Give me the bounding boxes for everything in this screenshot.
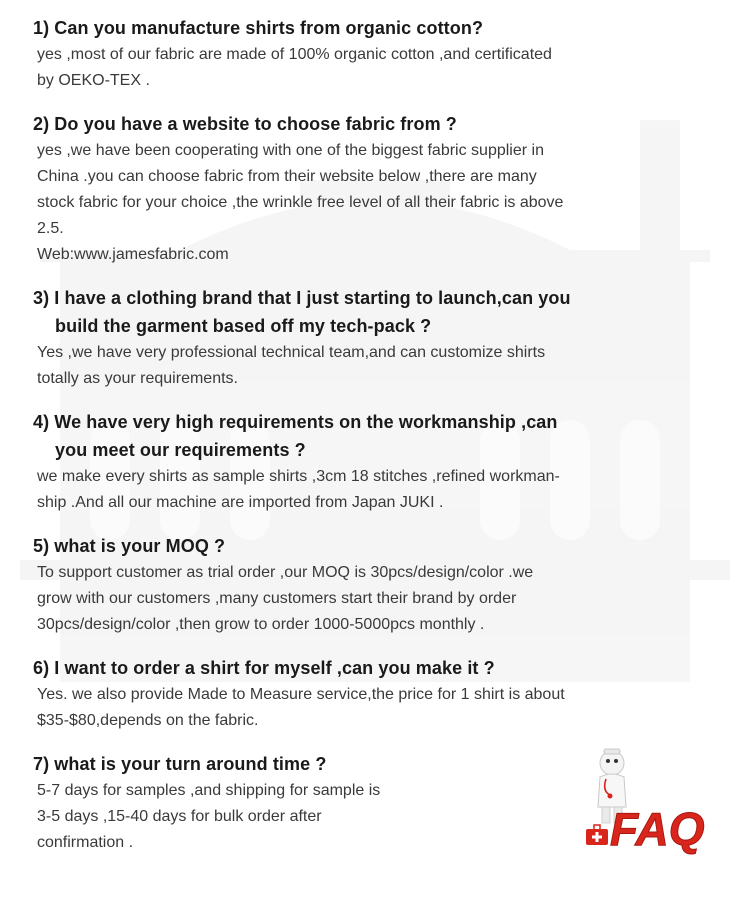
faq-item-1 <box>0 14 750 94</box>
answer-line: 5-7 days for samples ,and shipping for sample is <box>37 782 381 799</box>
faq-logo-text: FAQ <box>610 803 705 855</box>
faq-answer-1 <box>0 42 637 94</box>
question-line: you meet our requirements ? <box>55 440 306 460</box>
question-line: 3) I have a clothing brand that I just starting to launch,can you <box>33 288 571 308</box>
faq-answer-4 <box>0 464 637 516</box>
answer-line: by OEKO-TEX . <box>37 72 150 89</box>
medical-kit-icon <box>586 825 608 845</box>
question-line: 2) Do you have a website to choose fabric from ? <box>33 114 457 134</box>
faq-answer-5 <box>0 560 637 638</box>
answer-line: yes ,most of our fabric are made of 100% organic cotton ,and certificated <box>37 46 552 63</box>
question-line: 7) what is your turn around time ? <box>33 754 327 774</box>
answer-line: China .you can choose fabric from their website below ,there are many <box>37 168 537 185</box>
question-line: 5) what is your MOQ ? <box>33 536 226 556</box>
answer-line: totally as your requirements. <box>37 370 238 387</box>
website-link: Web:www.jamesfabric.com <box>37 246 229 263</box>
question-line: build the garment based off my tech-pack ? <box>55 316 432 336</box>
faq-answer-6 <box>0 682 637 734</box>
answer-line: 2.5. <box>37 220 64 237</box>
answer-line: Yes. we also provide Made to Measure service,the price for 1 shirt is about <box>37 686 565 703</box>
answer-line: $35-$80,depends on the fabric. <box>37 712 259 729</box>
faq-item-5 <box>0 532 750 638</box>
faq-question-3 <box>0 284 750 340</box>
answer-line: confirmation . <box>37 834 134 851</box>
faq-item-6 <box>0 654 750 734</box>
faq-answer-7 <box>0 778 427 856</box>
answer-line: yes ,we have been cooperating with one of the biggest fabric supplier in <box>37 142 544 159</box>
faq-question-5 <box>0 532 750 560</box>
question-line: 4) We have very high requirements on the workmanship ,can <box>33 412 558 432</box>
faq-item-2 <box>0 110 750 268</box>
faq-question-1 <box>0 14 750 42</box>
answer-line: ship .And all our machine are imported from Japan JUKI . <box>37 494 444 511</box>
faq-answer-3 <box>0 340 637 392</box>
answer-line: 30pcs/design/color ,then grow to order 1000-5000pcs monthly . <box>37 616 485 633</box>
faq-answer-2 <box>0 138 637 268</box>
question-line: 6) I want to order a shirt for myself ,can you make it ? <box>33 658 495 678</box>
faq-question-4 <box>0 408 750 464</box>
faq-question-2 <box>0 110 750 138</box>
faq-question-6 <box>0 654 750 682</box>
answer-line: stock fabric for your choice ,the wrinkle free level of all their fabric is above <box>37 194 564 211</box>
answer-line: 3-5 days ,15-40 days for bulk order after <box>37 808 322 825</box>
faq-item-3 <box>0 284 750 392</box>
answer-line: Yes ,we have very professional technical team,and can customize shirts <box>37 344 546 361</box>
answer-line: we make every shirts as sample shirts ,3cm 18 stitches ,refined workman- <box>37 468 560 485</box>
answer-line: grow with our customers ,many customers start their brand by order <box>37 590 517 607</box>
answer-line: To support customer as trial order ,our MOQ is 30pcs/design/color .we <box>37 564 534 581</box>
question-line: 1) Can you manufacture shirts from organic cotton? <box>33 18 484 38</box>
faq-item-4 <box>0 408 750 516</box>
faq-logo <box>580 745 720 855</box>
